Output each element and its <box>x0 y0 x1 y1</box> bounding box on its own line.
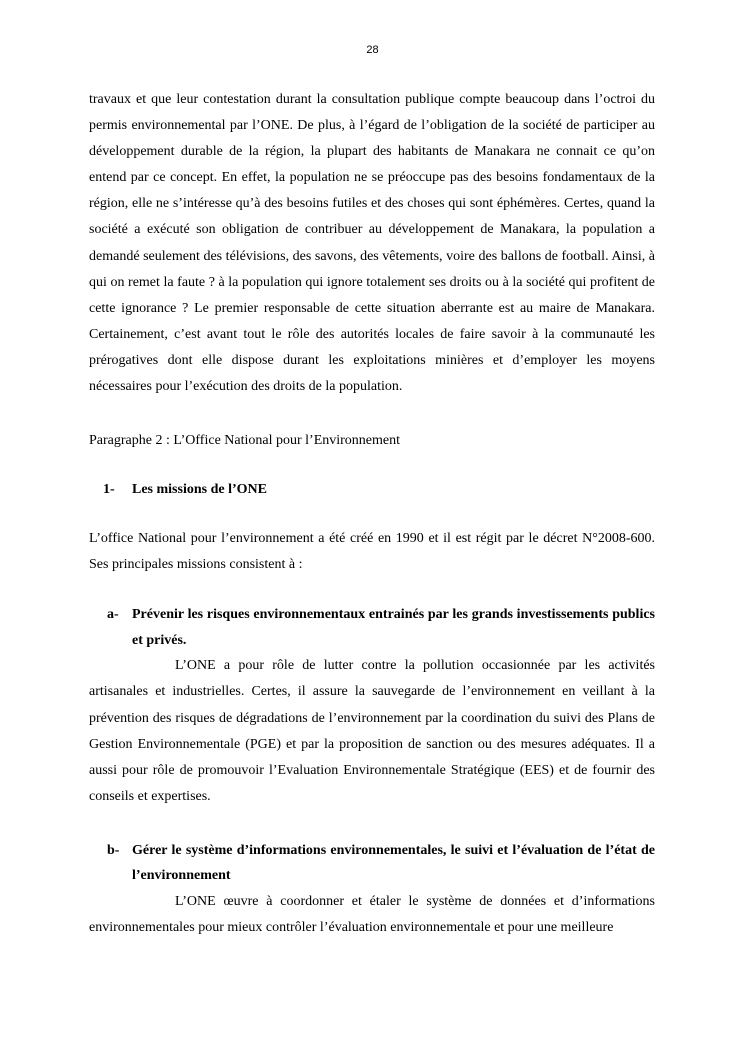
page-number: 28 <box>366 44 379 56</box>
body-paragraph-continuation: travaux et que leur contestation durant la consultation publique compte beaucoup dans l’octroi du permis environnemental par l’ONE. De plus, à l’égard de l’obligation de la société de participer au développement durable de la région, la plupart des habitants de Manakara ne connait ce qu’on entend par ce concept. En effet, la population ne se préoccupe pas des besoins fondamentaux de la région, elle ne s’intéresse qu’à des besoins futiles et des choses qui sont éphémères. Certes, quand la société a exécuté son obligation de contribuer au développement de Manakara, la population a demandé seulement des télévisions, des savons, des vêtements, voire des ballons de football. Ainsi, à qui on remet la faute ? à la population qui ignore totalement ses droits ou à la société qui profitent de cette ignorance ? Le premier responsable de cette situation aberrante est au maire de Manakara. Certainement, c’est avant tout le rôle des autorités locales de faire savoir à la communauté les prérogatives dont elle dispose durant les exploitations minières et d’employer les moyens nécessaires pour l’exécution des droits de la population. <box>89 92 655 395</box>
mission-heading-number: 1- <box>103 482 115 498</box>
document-body <box>89 87 655 941</box>
missions-intro-paragraph: L’office National pour l’environnement a été créé en 1990 et il est régit par le décret N°2008-600. Ses principales missions consistent à : <box>89 531 655 573</box>
sub-heading-b-letter: b- <box>107 842 120 858</box>
mission-heading-title: Les missions de l’ONE <box>132 482 267 498</box>
sub-heading-a-title: Prévenir les risques environnementaux entrainés par les grands investissements publics et privés. <box>132 607 655 648</box>
sub-heading-a <box>89 602 655 653</box>
sub-heading-b-title: Gérer le système d’informations environnementales, le suivi et l’évaluation de l’état de l’environnement <box>132 842 655 884</box>
sub-a-body-paragraph: L’ONE a pour rôle de lutter contre la pollution occasionnée par les activités artisanales et industrielles. Certes, il assure la sauvegarde de l’environnement en veillant à la prévention des risques de dégradations de l’environnement par la coordination du suivi des Plans de Gestion Environnementale (PGE) et par la proposition de sanction ou des mesures adéquates. Il a aussi pour rôle de promouvoir l’Evaluation Environnementale Stratégique (EES) et de fournir des conseils et expertises. <box>89 658 655 804</box>
section-title: Paragraphe 2 : L’Office National pour l’Environnement <box>89 433 401 449</box>
sub-heading-a-letter: a- <box>107 607 119 623</box>
sub-b-body-paragraph: L’ONE œuvre à coordonner et étaler le système de données et d’informations environnementales pour mieux contrôler l’évaluation environnementale et pour une meilleure <box>89 893 655 935</box>
mission-heading <box>89 477 655 503</box>
sub-heading-b <box>89 838 655 889</box>
